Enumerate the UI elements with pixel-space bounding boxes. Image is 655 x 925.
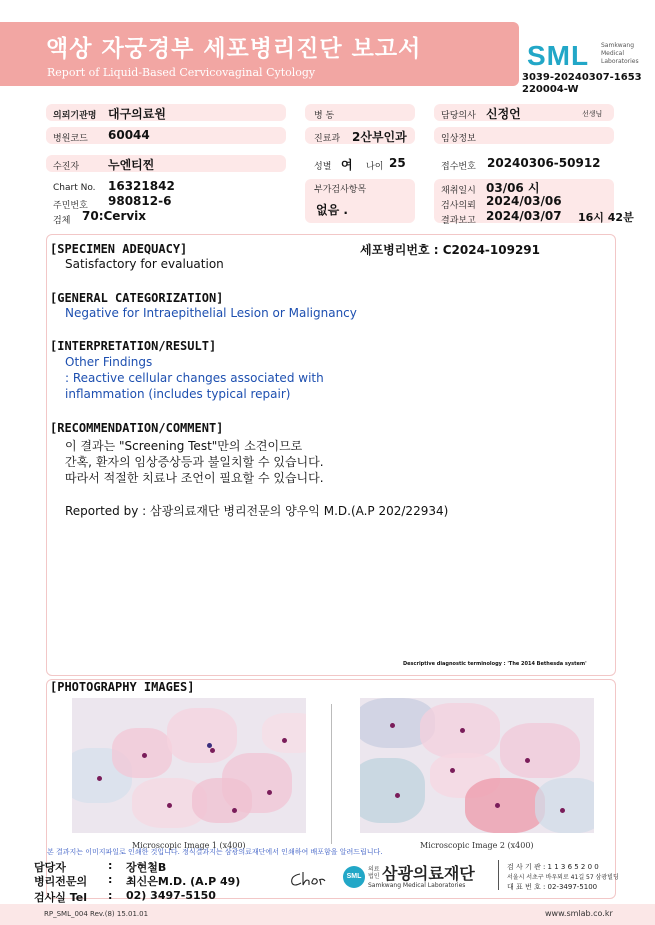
address: 서울시 서초구 바우뫼로 41길 57 삼광빌딩: [507, 874, 619, 881]
result-date-value: 2024/03/07: [486, 209, 562, 223]
report-id-line1: 3039-20240307-1653: [522, 72, 642, 83]
microscopic-image-2: [360, 698, 594, 833]
manager-label: 담당자: [34, 861, 66, 874]
image-1-caption: Microscopic Image 1 (x400): [132, 841, 246, 850]
lab-tel-label: 검사실 Tel: [34, 891, 87, 904]
additional-tests-label: 부가검사항목: [314, 185, 367, 195]
report-title: 액상 자궁경부 세포병리진단 보고서: [46, 36, 422, 62]
rrn-label: 주민번호: [53, 201, 88, 211]
reported-by: Reported by : 삼광의료재단 병리전문의 양우익 M.D.(A.P 202/22934): [65, 504, 449, 518]
chart-no-value: 16321842: [108, 179, 175, 193]
print-notice: 본 결과지는 이미지파일로 인쇄한 것입니다. 정식결과지는 삼광의료재단에서 인쇄하여 배포함을 알려드립니다.: [47, 848, 383, 856]
foundation-prefix: 의료 법인: [368, 866, 380, 880]
image-2-caption: Microscopic Image 2 (x400): [420, 841, 534, 850]
report-id: [522, 72, 642, 96]
lab-tel-colon: :: [108, 889, 113, 902]
patient-label: 수진자: [53, 162, 80, 172]
recommendation-line-3: 따라서 적절한 치료나 조언이 필요할 수 있습니다.: [65, 471, 324, 485]
signature: [288, 868, 328, 890]
recommendation-line-2: 간혹, 환자의 임상증상등과 불일치할 수 있습니다.: [65, 455, 324, 469]
doctor-value: 신정언: [486, 107, 521, 121]
request-label: 검사의뢰: [441, 201, 476, 211]
website: www.smlab.co.kr: [545, 909, 613, 918]
recommendation-heading: [RECOMMENDATION/COMMENT]: [50, 421, 224, 435]
report-id-line2: 220004-W: [522, 84, 579, 95]
institution-value: 대구의료원: [108, 107, 166, 121]
interpretation-line-2: : Reactive cellular changes associated with: [65, 371, 324, 385]
general-categorization-heading: [GENERAL CATEGORIZATION]: [50, 291, 224, 305]
department-value: 2산부인과: [352, 130, 407, 144]
recommendation-line-1: 이 결과는 "Screening Test"만의 소견이므로: [65, 439, 303, 453]
interpretation-line-1: Other Findings: [65, 355, 153, 369]
form-code: RP_SML_004 Rev.(8) 15.01.01: [44, 910, 149, 918]
clinical-info-label: 임상정보: [441, 134, 476, 144]
receipt-value: 20240306-50912: [487, 156, 601, 170]
adequacy-heading: [SPECIMEN ADEQUACY]: [50, 242, 188, 256]
rrn-value: 980812-6: [108, 194, 172, 208]
interpretation-line-3: inflammation (includes typical repair): [65, 387, 291, 401]
terminology-note: Descriptive diagnostic terminology : 'The 2014 Bethesda system': [403, 661, 587, 667]
department-label: 진료과: [314, 134, 341, 144]
collect-value: 03/06 시: [486, 181, 540, 195]
hospital-code-label: 병원코드: [53, 134, 88, 144]
specimen-value: 70:Cervix: [82, 209, 147, 223]
patient-field: [46, 155, 286, 172]
registration-number: 검 사 기 관 : 1 1 3 6 5 2 0 0: [507, 863, 599, 871]
lab-tel-value: 02) 3497-5150: [126, 889, 216, 902]
interpretation-heading: [INTERPRETATION/RESULT]: [50, 339, 217, 353]
institution-label: 의뢰기관명: [53, 111, 97, 121]
ward-label: 병 동: [314, 111, 335, 121]
hospital-code-value: 60044: [108, 128, 150, 142]
cytology-number-label: 세포병리번호 :: [360, 243, 439, 257]
general-categorization-text: Negative for Intraepithelial Lesion or Malignancy: [65, 306, 357, 320]
foundation-name: 삼광의료재단: [382, 864, 475, 883]
collect-label: 채취일시: [441, 186, 476, 196]
manager-value: 장현철B: [126, 861, 167, 874]
sml-logo: SML: [527, 40, 590, 71]
chart-no-label: Chart No.: [53, 183, 96, 193]
cytology-number-value: C2024-109291: [442, 243, 541, 257]
result-time-value: 16시 42분: [578, 211, 634, 224]
representative-phone: 대 표 번 호 : 02-3497-5100: [507, 883, 598, 891]
sml-logo-subtext: Samkwang Medical Laboratories: [601, 42, 639, 65]
adequacy-text: Satisfactory for evaluation: [65, 257, 224, 271]
pathologist-value: 최신은M.D. (A.P 49): [126, 875, 241, 888]
sex-value: 여: [341, 158, 353, 172]
request-value: 2024/03/06: [486, 194, 562, 208]
photography-heading: [PHOTOGRAPHY IMAGES]: [50, 680, 195, 694]
doctor-suffix: 선생님: [582, 110, 603, 118]
receipt-label: 접수번호: [441, 162, 476, 172]
microscopic-image-1: [72, 698, 306, 833]
result-date-label: 결과보고: [441, 216, 476, 226]
specimen-label: 검체: [53, 216, 71, 226]
pathologist-colon: :: [108, 873, 113, 886]
age-value: 25: [389, 156, 406, 170]
doctor-label: 담당의사: [441, 111, 476, 121]
foundation-english-name: Samkwang Medical Laboratories: [368, 882, 466, 889]
foundation-logo-icon: SML: [343, 866, 365, 888]
sex-label: 성별: [314, 162, 332, 172]
pathologist-label: 병리전문의: [34, 875, 88, 888]
photo-divider: [331, 704, 332, 844]
footer-divider: [498, 860, 499, 890]
report-subtitle: Report of Liquid-Based Cervicovaginal Cytology: [47, 66, 316, 79]
manager-colon: :: [108, 859, 113, 872]
additional-tests-value: 없음 .: [316, 203, 348, 217]
cytology-number: [360, 241, 540, 258]
patient-value: 누엔티찐: [108, 158, 155, 172]
age-label: 나이: [366, 162, 384, 172]
